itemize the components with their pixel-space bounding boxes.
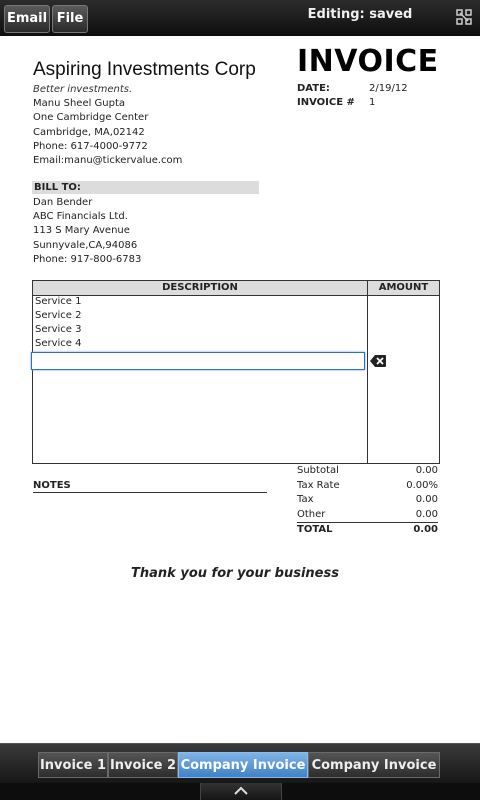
invoice-title: INVOICE xyxy=(297,44,439,79)
email-button[interactable]: Email xyxy=(4,5,50,33)
other-row[interactable] xyxy=(297,508,438,523)
date-label: DATE: xyxy=(297,83,330,94)
tax-value: 0.00 xyxy=(415,494,438,505)
backspace-icon[interactable] xyxy=(369,354,387,368)
tab-company-invoice-2[interactable]: Company Invoice xyxy=(308,752,440,778)
invoice-tab-bar xyxy=(0,743,480,784)
invoice-number-label: INVOICE # xyxy=(297,97,355,108)
tax-rate-label: Tax Rate xyxy=(297,479,340,491)
subtotal-value: 0.00 xyxy=(415,465,438,476)
notes-label[interactable]: NOTES xyxy=(33,480,267,493)
company-details[interactable] xyxy=(33,83,182,168)
grid-icon[interactable] xyxy=(456,9,472,25)
company-line: Manu Sheel Gupta xyxy=(33,98,126,110)
bill-to-line: ABC Financials Ltd. xyxy=(33,211,128,223)
other-value[interactable]: 0.00 xyxy=(415,508,438,520)
file-button[interactable]: File xyxy=(52,5,88,33)
company-tagline: Better investments. xyxy=(33,84,133,95)
line-item[interactable]: Service 1 xyxy=(35,296,82,307)
company-line: Cambridge, MA,02142 xyxy=(33,126,145,138)
line-item[interactable]: Service 2 xyxy=(35,310,82,321)
company-name[interactable]: Aspiring Investments Corp xyxy=(33,59,256,80)
invoice-number-value[interactable]: 1 xyxy=(369,97,376,108)
company-line: Phone: 617-4000-9772 xyxy=(33,140,148,152)
line-item[interactable]: Service 3 xyxy=(35,324,82,335)
tab-invoice-1[interactable]: Invoice 1 xyxy=(38,752,108,778)
company-line: Email:manu@tickervalue.com xyxy=(33,155,183,167)
total-label: TOTAL xyxy=(297,524,333,535)
tax-rate-row[interactable] xyxy=(297,479,438,494)
expand-button[interactable] xyxy=(200,783,282,800)
subtotal-label: Subtotal xyxy=(297,465,339,476)
line-items-table xyxy=(32,280,440,464)
company-line: One Cambridge Center xyxy=(33,112,149,124)
other-label: Other xyxy=(297,508,326,520)
footer-bar xyxy=(0,783,480,800)
subtotal-row xyxy=(297,464,438,479)
bill-to-line: 113 S Mary Avenue xyxy=(33,225,130,237)
bill-to-line: Sunnyvale,CA,94086 xyxy=(33,239,138,251)
tax-label: Tax xyxy=(297,494,314,505)
tab-invoice-2[interactable]: Invoice 2 xyxy=(108,752,178,778)
tax-row xyxy=(297,493,438,508)
chevron-up-icon xyxy=(201,783,281,800)
amount-header: AMOUNT xyxy=(378,282,429,293)
date-value[interactable]: 2/19/12 xyxy=(369,83,408,94)
column-divider xyxy=(367,281,368,463)
description-header: DESCRIPTION xyxy=(162,282,238,293)
tab-company-invoice-1[interactable]: Company Invoice xyxy=(178,752,308,778)
bill-to-line: Dan Bender xyxy=(33,197,93,208)
total-value: 0.00 xyxy=(413,524,438,535)
bill-to-details[interactable] xyxy=(33,196,141,267)
line-item[interactable]: Service 4 xyxy=(35,338,82,349)
totals-section xyxy=(297,464,438,538)
bill-to-heading: BILL TO: xyxy=(32,181,259,194)
top-toolbar xyxy=(0,0,480,36)
tax-rate-value[interactable]: 0.00% xyxy=(406,479,438,491)
line-item-input[interactable] xyxy=(31,352,365,370)
total-row xyxy=(297,522,438,538)
bill-to-line: Phone: 917-800-6783 xyxy=(33,253,142,265)
thank-you-message[interactable]: Thank you for your business xyxy=(131,566,339,581)
status-text: Editing: saved xyxy=(307,7,413,22)
